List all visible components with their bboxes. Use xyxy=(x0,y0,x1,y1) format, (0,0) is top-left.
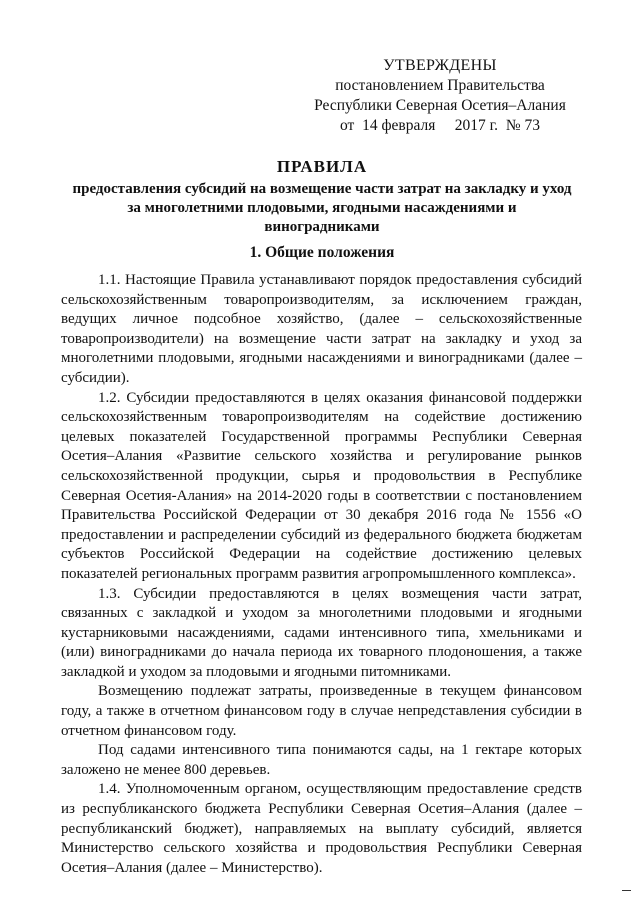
approval-date-line xyxy=(290,116,590,136)
paragraph-intensive-gardens: Под садами интенсивного типа понимаются сады, на 1 гектаре которых заложено не менее 800 деревьев. xyxy=(61,742,582,778)
page-edge-mark xyxy=(622,890,631,891)
paragraph-1-2: 1.2. Субсидии предоставляются в целях оказания финансовой поддержки сельскохозяйственным товаропроизводителям на содействие достижению целевых показателей Государственной программы Республики Северная Осетия–Алания «Развитие сельского хозяйства и регулирование рынков сельскохозяйственной продукции, сырья и продовольствия в Республике Северная Осетия-Алания» на 2014-2020 годы в соответствии с постановлением Правительства Российской Федерации от 30 декабря 2016 года № 1556 «О предоставлении и распределении субсидий из федерального бюджета бюджетам субъектов Российской Федерации на содействие достижению целевых показателей региональных программ развития агропромышленного комплекса». xyxy=(61,389,582,582)
section-heading: 1. Общие положения xyxy=(249,244,395,261)
approval-date: 14 февраля xyxy=(362,117,436,134)
document-title: ПРАВИЛА xyxy=(276,157,368,176)
approval-stamp xyxy=(290,56,590,136)
paragraph-1-4: 1.4. Уполномоченным органом, осуществляющим предоставление средств из республиканского бюджета Республики Северная Осетия–Алания (далее – республиканский бюджет), направляемых на выплату субсидий, является Министерство сельского хозяйства и продовольствия Республики Северная Осетия–Алания (далее – Министерство). xyxy=(61,781,582,876)
paragraph-1-3: 1.3. Субсидии предоставляются в целях возмещения части затрат, связанных с закладкой и уходом за многолетними плодовыми и ягодными кустарниковыми насаждениями, садами интенсивного типа, хмельниками и (или) виноградниками до начала периода их товарного плодоношения, а также закладкой и уходом за плодовыми и ягодными питомниками. xyxy=(61,585,582,680)
approval-number: № 73 xyxy=(505,117,540,134)
approval-date-prefix: от xyxy=(340,117,355,134)
paragraph-1-1: 1.1. Настоящие Правила устанавливают порядок предоставления субсидий сельскохозяйственным товаропроизводителям, за исключением граждан, ведущих личное подсобное хозяйство, (далее – сельскохозяйственные товаропроизводители) на возмещение части затрат на закладку и уход за многолетними плодовыми, ягодными насаждениями и виноградниками (далее – субсидии). xyxy=(61,272,582,386)
document-subtitle: предоставления субсидий на возмещение части затрат на закладку и уход за многолетними плодовыми, ягодными насаждениями и виноградниками xyxy=(72,181,572,235)
approval-authority: постановлением Правительства xyxy=(335,77,545,94)
approval-title: УТВЕРЖДЕНЫ xyxy=(383,57,497,74)
approval-republic: Республики Северная Осетия–Алания xyxy=(314,97,566,114)
document-title-block xyxy=(70,157,574,237)
paragraph-compensation: Возмещению подлежат затраты, произведенные в текущем финансовом году, а также в отчетном финансовом году в случае непредставления субсидии в отчетном финансовом году. xyxy=(61,683,582,739)
approval-year: 2017 г. xyxy=(454,117,499,134)
document-body xyxy=(61,271,582,878)
